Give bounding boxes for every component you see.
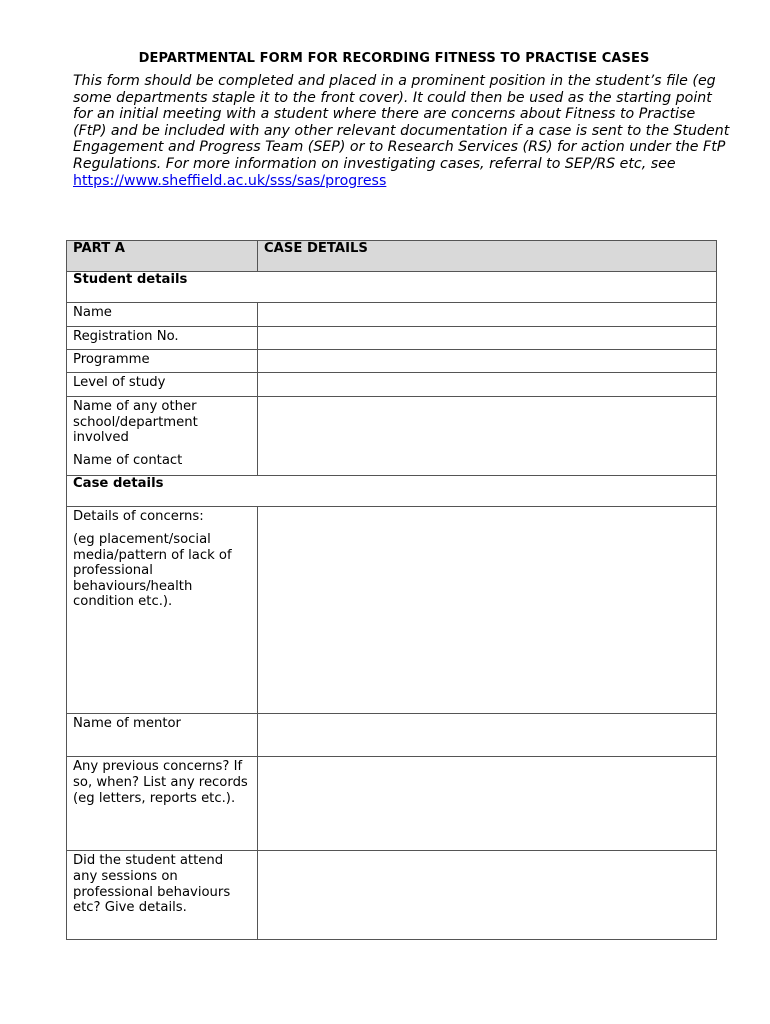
level-field[interactable] [258, 373, 717, 397]
name-label: Name [67, 303, 258, 327]
registration-field[interactable] [258, 327, 717, 350]
table-row [67, 327, 717, 350]
programme-label: Programme [67, 350, 258, 373]
case-form-table [66, 240, 717, 940]
table-row [67, 350, 717, 373]
form-title: DEPARTMENTAL FORM FOR RECORDING FITNESS TO PRACTISE CASES [138, 51, 650, 66]
concerns-examples: (eg placement/social media/pattern of lack of professional behaviours/health condition etc.). [73, 531, 232, 610]
contact-label: Name of contact [73, 452, 183, 468]
previous-concerns-field[interactable] [258, 757, 717, 851]
other-school-field[interactable] [258, 397, 717, 476]
mentor-label: Name of mentor [67, 714, 258, 757]
other-school-label-cell [67, 397, 258, 476]
intro-paragraph [73, 73, 733, 189]
concerns-label: Details of concerns: [73, 509, 204, 525]
part-a-header: PART A [67, 241, 258, 272]
level-label: Level of study [67, 373, 258, 397]
student-details-section [67, 272, 717, 303]
concerns-field[interactable] [258, 507, 717, 714]
table-row [67, 714, 717, 757]
intro-text: This form should be completed and placed in a prominent position in the student’s file (eg some departments staple it to the front cover). It could then be used as the starting point for an initial meeting with a student where there are concerns about Fitness to Practise (FtP) and be included with any other relevant documentation if a case is sent to the Student Engagement and Progress Team (SEP) or to Research Services (RS) for action under the FtP Regulations. For more information on investigating cases, referral to SEP/RS etc, see [73, 73, 730, 172]
sessions-field[interactable] [258, 851, 717, 940]
programme-field[interactable] [258, 350, 717, 373]
case-details-heading: Case details [67, 476, 717, 507]
mentor-field[interactable] [258, 714, 717, 757]
table-row [67, 851, 717, 940]
progress-link[interactable]: https://www.sheffield.ac.uk/sss/sas/progress [73, 172, 387, 189]
sessions-label: Did the student attend any sessions on professional behaviours etc? Give details. [67, 851, 258, 940]
case-details-section [67, 476, 717, 507]
other-school-label: Name of any other school/department involved [73, 399, 198, 446]
table-row [67, 757, 717, 851]
table-row [67, 373, 717, 397]
table-row [67, 507, 717, 714]
concerns-label-cell [67, 507, 258, 714]
registration-label: Registration No. [67, 327, 258, 350]
table-row [67, 397, 717, 476]
table-header-row [67, 241, 717, 272]
student-details-heading: Student details [67, 272, 717, 303]
name-field[interactable] [258, 303, 717, 327]
table-row [67, 303, 717, 327]
previous-concerns-label: Any previous concerns? If so, when? List any records (eg letters, reports etc.). [67, 757, 258, 851]
case-details-header: CASE DETAILS [258, 241, 717, 272]
